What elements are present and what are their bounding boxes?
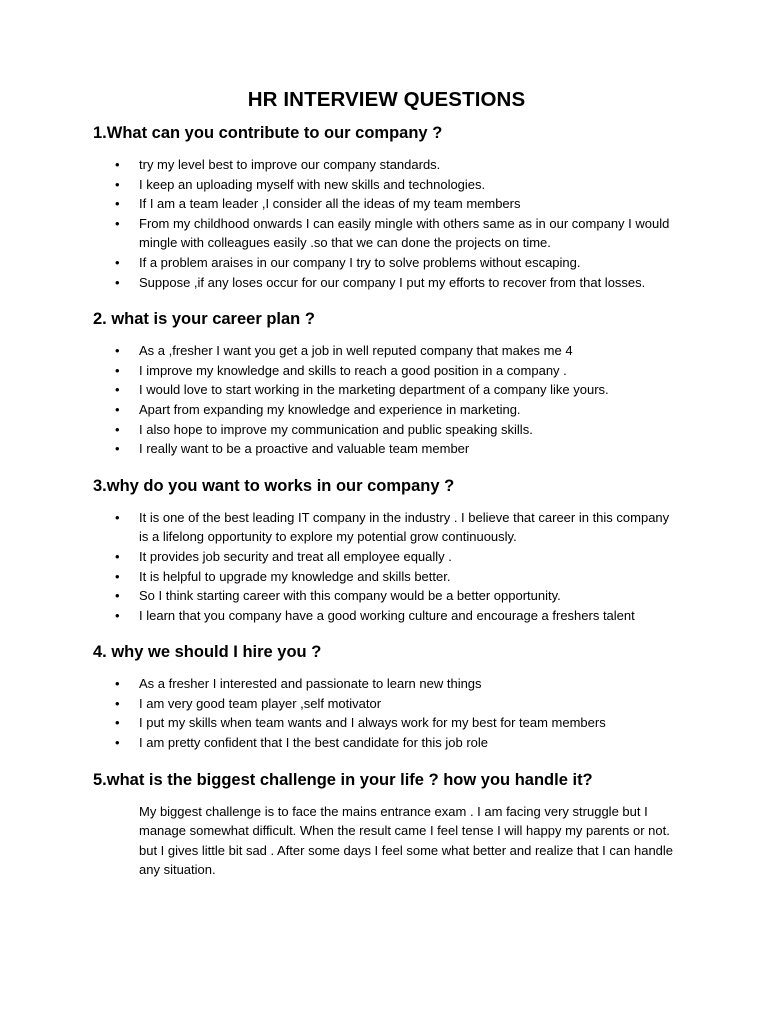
bullet-icon: • [115,196,120,212]
answer-paragraph: My biggest challenge is to face the mains entrance exam . I am facing very struggle but I manage somewhat difficult. When the result came I feel tense I will happy my parents or not. but I gives little bit sad . After some days I feel some what better and realize that I can handle any situation. [139,803,674,878]
bullet-icon: • [115,568,120,584]
answer-item [93,420,680,440]
bullet-icon: • [115,362,120,378]
answer-text: I also hope to improve my communication and public speaking skills. [139,421,533,437]
answer-item [93,713,680,733]
bullet-icon: • [115,735,120,751]
answer-item [93,586,680,606]
answer-item [93,155,680,175]
question-heading: 5.what is the biggest challenge in your life ? how you handle it? [93,770,593,789]
answer-text: It provides job security and treat all employee equally . [139,548,452,564]
answer-item [93,567,680,587]
bullet-icon: • [115,274,120,290]
answer-list [93,674,680,752]
answer-text: As a fresher I interested and passionate to learn new things [139,676,482,692]
answer-item [93,694,680,714]
bullet-icon: • [115,215,120,231]
answer-text: It is helpful to upgrade my knowledge and skills better. [139,568,451,584]
bullet-icon: • [115,509,120,525]
answer-text: I put my skills when team wants and I always work for my best for team members [139,715,606,731]
answer-item [93,341,680,361]
answer-item [93,175,680,195]
bullet-icon: • [115,382,120,398]
bullet-icon: • [115,176,120,192]
bullet-icon: • [115,254,120,270]
answer-item [93,194,680,214]
question-heading: 1.What can you contribute to our company ? [93,124,443,142]
answer-item [93,733,680,753]
bullet-icon: • [115,421,120,437]
bullet-icon: • [115,715,120,731]
answer-text: It is one of the best leading IT company in the industry . I believe that career in this company is a lifelong opportunity to explore my potential grow continuously. [139,509,670,545]
question-heading: 4. why we should I hire you ? [93,643,322,662]
bullet-icon: • [115,676,120,692]
question-section-4 [93,642,680,752]
answer-text: If a problem araises in our company I try to solve problems without escaping. [139,254,581,270]
answer-text: If I am a team leader ,I consider all the ideas of my team members [139,196,521,212]
bullet-icon: • [115,157,120,172]
answer-text: So I think starting career with this company would be a better opportunity. [139,588,561,604]
answer-item [93,508,680,547]
question-section-5 [93,770,680,880]
answer-item [93,547,680,567]
answer-item [93,439,680,459]
bullet-icon: • [115,588,120,604]
answer-item [93,214,680,253]
answer-list [93,155,680,292]
bullet-icon: • [115,343,120,359]
question-heading: 2. what is your career plan ? [93,310,315,329]
question-heading: 3.why do you want to works in our company ? [93,476,455,495]
answer-text: I am pretty confident that I the best candidate for this job role [139,735,489,751]
answer-text: I am very good team player ,self motivator [139,695,382,711]
question-section-2 [93,309,680,459]
document-body [93,123,680,880]
bullet-icon: • [115,401,120,417]
answer-list [93,508,680,626]
answer-text: I learn that you company have a good working culture and encourage a freshers talent [139,607,635,623]
answer-item [93,674,680,694]
question-section-3 [93,476,680,626]
answer-text: I really want to be a proactive and valuable team member [139,441,470,457]
bullet-icon: • [115,441,120,457]
answer-item [93,400,680,420]
bullet-icon: • [115,548,120,564]
answer-item [93,606,680,626]
answer-text: Suppose ,if any loses occur for our company I put my efforts to recover from that losses. [139,274,646,290]
answer-text: Apart from expanding my knowledge and experience in marketing. [139,401,521,417]
answer-text: From my childhood onwards I can easily mingle with others same as in our company I would mingle with colleagues easily .so that we can done the projects on time. [139,215,670,251]
question-section-1 [93,123,680,292]
answer-text: I would love to start working in the marketing department of a company like yours. [139,382,609,398]
answer-list [93,341,680,459]
answer-text: As a ,fresher I want you get a job in well reputed company that makes me 4 [139,343,573,359]
document-title: HR INTERVIEW QUESTIONS [247,88,526,111]
answer-text: I improve my knowledge and skills to reach a good position in a company . [139,362,567,378]
answer-item [93,361,680,381]
bullet-icon: • [115,607,120,623]
answer-text: try my level best to improve our company standards. [139,157,441,172]
answer-item [93,253,680,273]
answer-item [93,273,680,293]
answer-text: I keep an uploading myself with new skills and technologies. [139,176,486,192]
answer-item [93,380,680,400]
bullet-icon: • [115,695,120,711]
